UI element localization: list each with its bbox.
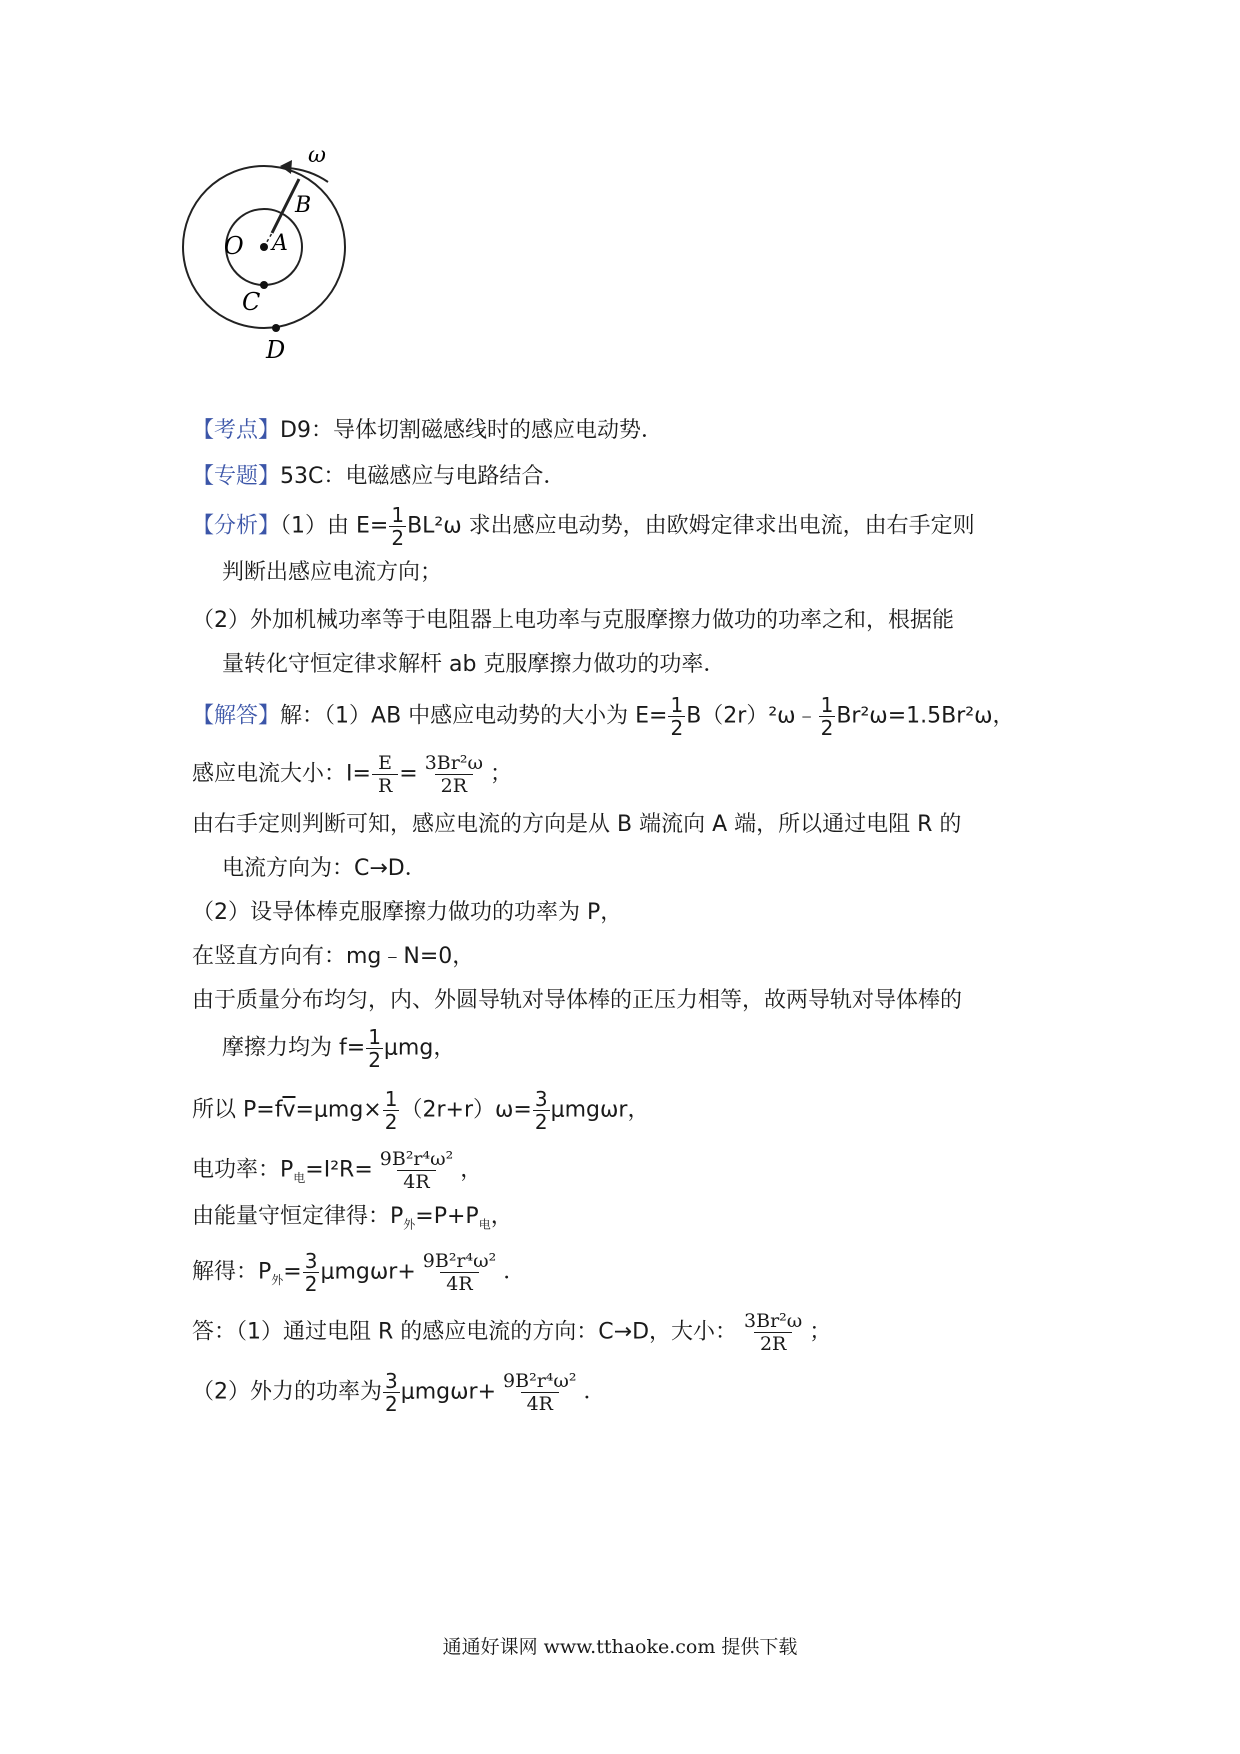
jieda-text: ．	[503, 1259, 526, 1285]
ring-figure	[180, 150, 400, 410]
zhuanti-line	[192, 460, 565, 494]
kaodian-line	[192, 414, 663, 448]
denominator: 2	[670, 716, 684, 740]
numerator: E	[378, 752, 393, 774]
jieda-text: 电功率：P	[192, 1157, 294, 1183]
jieda-line-1	[192, 694, 1015, 739]
denominator: 2R	[435, 774, 473, 797]
fraction	[668, 694, 685, 739]
numerator: 3	[304, 1249, 318, 1273]
label-c: C	[242, 288, 261, 316]
jieda-text: Br²ω=1.5Br²ω，	[836, 703, 1015, 729]
fenxi-text: （1）由 E=	[280, 513, 389, 539]
jieda-text: ．	[583, 1379, 606, 1405]
subscript: 电	[293, 1170, 306, 1185]
jieda-text: ；	[809, 1319, 832, 1345]
denominator: 2	[368, 1048, 381, 1072]
fraction	[738, 1310, 808, 1355]
jieda-text: =P+P	[415, 1204, 479, 1229]
denominator: 2R	[754, 1332, 792, 1355]
denominator: 2	[534, 1110, 548, 1134]
fraction	[372, 752, 398, 797]
jieda-tag: 【解答】	[192, 703, 281, 729]
fraction	[366, 1026, 383, 1071]
jieda-text: 由能量守恒定律得：P	[192, 1204, 404, 1229]
point-c	[260, 281, 268, 289]
fenxi-line-3: （2）外加机械功率等于电阻器上电功率与克服摩擦力做功的功率之和，根据能	[192, 608, 954, 633]
denominator: 2	[384, 1110, 398, 1134]
numerator: 3Br²ω	[424, 752, 483, 774]
fraction	[374, 1148, 459, 1193]
numerator: 3	[534, 1087, 548, 1111]
numerator: 9B²r⁴ω²	[422, 1250, 497, 1272]
subscript: 电	[478, 1217, 491, 1232]
fraction	[383, 1088, 400, 1133]
jieda-text: B（2r）²ω﹣	[686, 703, 818, 729]
jieda-text: ；	[489, 761, 512, 787]
jieda-text: μmgωr+	[400, 1379, 497, 1405]
denominator: 2	[304, 1272, 318, 1296]
jieda-text: μmgωr，	[550, 1097, 650, 1123]
jieda-text: （2）外力的功率为	[192, 1379, 382, 1405]
jieda-line-11	[192, 1200, 513, 1234]
numerator: 3Br²ω	[744, 1310, 803, 1332]
numerator: 9B²r⁴ω²	[503, 1370, 577, 1392]
zhuanti-text: 53C：电磁感应与电路结合．	[280, 464, 566, 489]
numerator: 3	[385, 1369, 398, 1393]
jieda-line-14	[192, 1370, 606, 1415]
label-b: B	[295, 193, 312, 218]
label-d: D	[266, 336, 286, 364]
subscript: 外	[271, 1272, 284, 1287]
jieda-line-12	[192, 1250, 525, 1295]
fraction	[303, 1250, 320, 1295]
label-omega: ω	[308, 150, 326, 168]
jieda-text: ，	[490, 1204, 513, 1229]
jieda-line-2	[192, 752, 512, 797]
jieda-text: 答：（1）通过电阻 R 的感应电流的方向：C→D，大小：	[192, 1319, 738, 1345]
jieda-text: 感应电流大小：I=	[192, 761, 371, 787]
jieda-text: μmgωr+	[320, 1259, 416, 1285]
fenxi-text: BL²ω 求出感应电动势，由欧姆定律求出电流，由右手定则	[407, 513, 975, 539]
fenxi-line-1	[192, 504, 975, 549]
jieda-text: =	[399, 761, 418, 787]
fenxi-tag: 【分析】	[192, 513, 281, 539]
numerator: 1	[670, 693, 684, 717]
jieda-text: 解得：P	[192, 1259, 272, 1285]
kaodian-tag: 【考点】	[192, 418, 281, 443]
jieda-line-10	[192, 1148, 482, 1193]
jieda-text: =μmg×	[295, 1097, 382, 1123]
jieda-text: 解：（1）AB 中感应电动势的大小为 E=	[280, 703, 668, 729]
center-point-o	[260, 243, 268, 251]
jieda-line-3: 由右手定则判断可知，感应电流的方向是从 B 端流向 A 端，所以通过电阻 R 的	[192, 812, 962, 837]
numerator: 1	[820, 693, 834, 717]
label-a: A	[272, 231, 288, 256]
page-footer: 通通好课网 www.tthaoke.com 提供下载	[442, 1636, 798, 1658]
fraction	[419, 752, 489, 797]
jieda-line-7: 由于质量分布均匀，内、外圆导轨对导体棒的正压力相等，故两导轨对导体棒的	[192, 988, 963, 1013]
jieda-text: ，	[460, 1157, 483, 1183]
fraction	[417, 1250, 502, 1295]
denominator: 2	[391, 526, 405, 550]
fenxi-line-2: 判断出感应电流方向；	[222, 560, 443, 585]
numerator: 9B²r⁴ω²	[379, 1148, 454, 1170]
denominator: 4R	[440, 1272, 478, 1295]
denominator: R	[372, 774, 398, 797]
jieda-line-8	[222, 1026, 455, 1071]
jieda-line-5: （2）设导体棒克服摩擦力做功的功率为 P，	[192, 900, 623, 925]
jieda-line-4: 电流方向为：C→D．	[222, 856, 427, 881]
arrow-head-icon	[280, 160, 292, 174]
numerator: 1	[384, 1087, 398, 1111]
fraction	[819, 694, 836, 739]
numerator: 1	[391, 503, 405, 527]
jieda-text: 所以 P=f	[192, 1097, 283, 1123]
jieda-text: μmg，	[383, 1035, 456, 1061]
numerator: 1	[368, 1025, 381, 1049]
jieda-line-6: 在竖直方向有：mg﹣N=0，	[192, 944, 475, 969]
denominator: 4R	[397, 1170, 435, 1193]
fraction	[497, 1370, 582, 1415]
jieda-text: =	[283, 1259, 302, 1285]
subscript: 外	[403, 1217, 416, 1232]
fraction	[383, 1370, 400, 1415]
kaodian-text: D9：导体切割磁感线时的感应电动势．	[280, 418, 663, 443]
jieda-text: =I²R=	[305, 1157, 373, 1183]
jieda-text: 摩擦力均为 f=	[222, 1035, 366, 1061]
zhuanti-tag: 【专题】	[192, 464, 281, 489]
point-d	[272, 324, 280, 332]
fraction	[389, 504, 406, 549]
fenxi-line-4: 量转化守恒定律求解杆 ab 克服摩擦力做功的功率．	[222, 652, 726, 677]
average-velocity: $\overline{v}$	[282, 1097, 296, 1123]
fraction	[533, 1088, 550, 1133]
denominator: 4R	[521, 1392, 559, 1415]
jieda-line-9	[192, 1088, 649, 1133]
jieda-line-13	[192, 1310, 831, 1355]
denominator: 2	[385, 1392, 398, 1416]
label-o: O	[224, 232, 244, 260]
denominator: 2	[820, 716, 834, 740]
jieda-text: （2r+r）ω=	[400, 1097, 532, 1123]
